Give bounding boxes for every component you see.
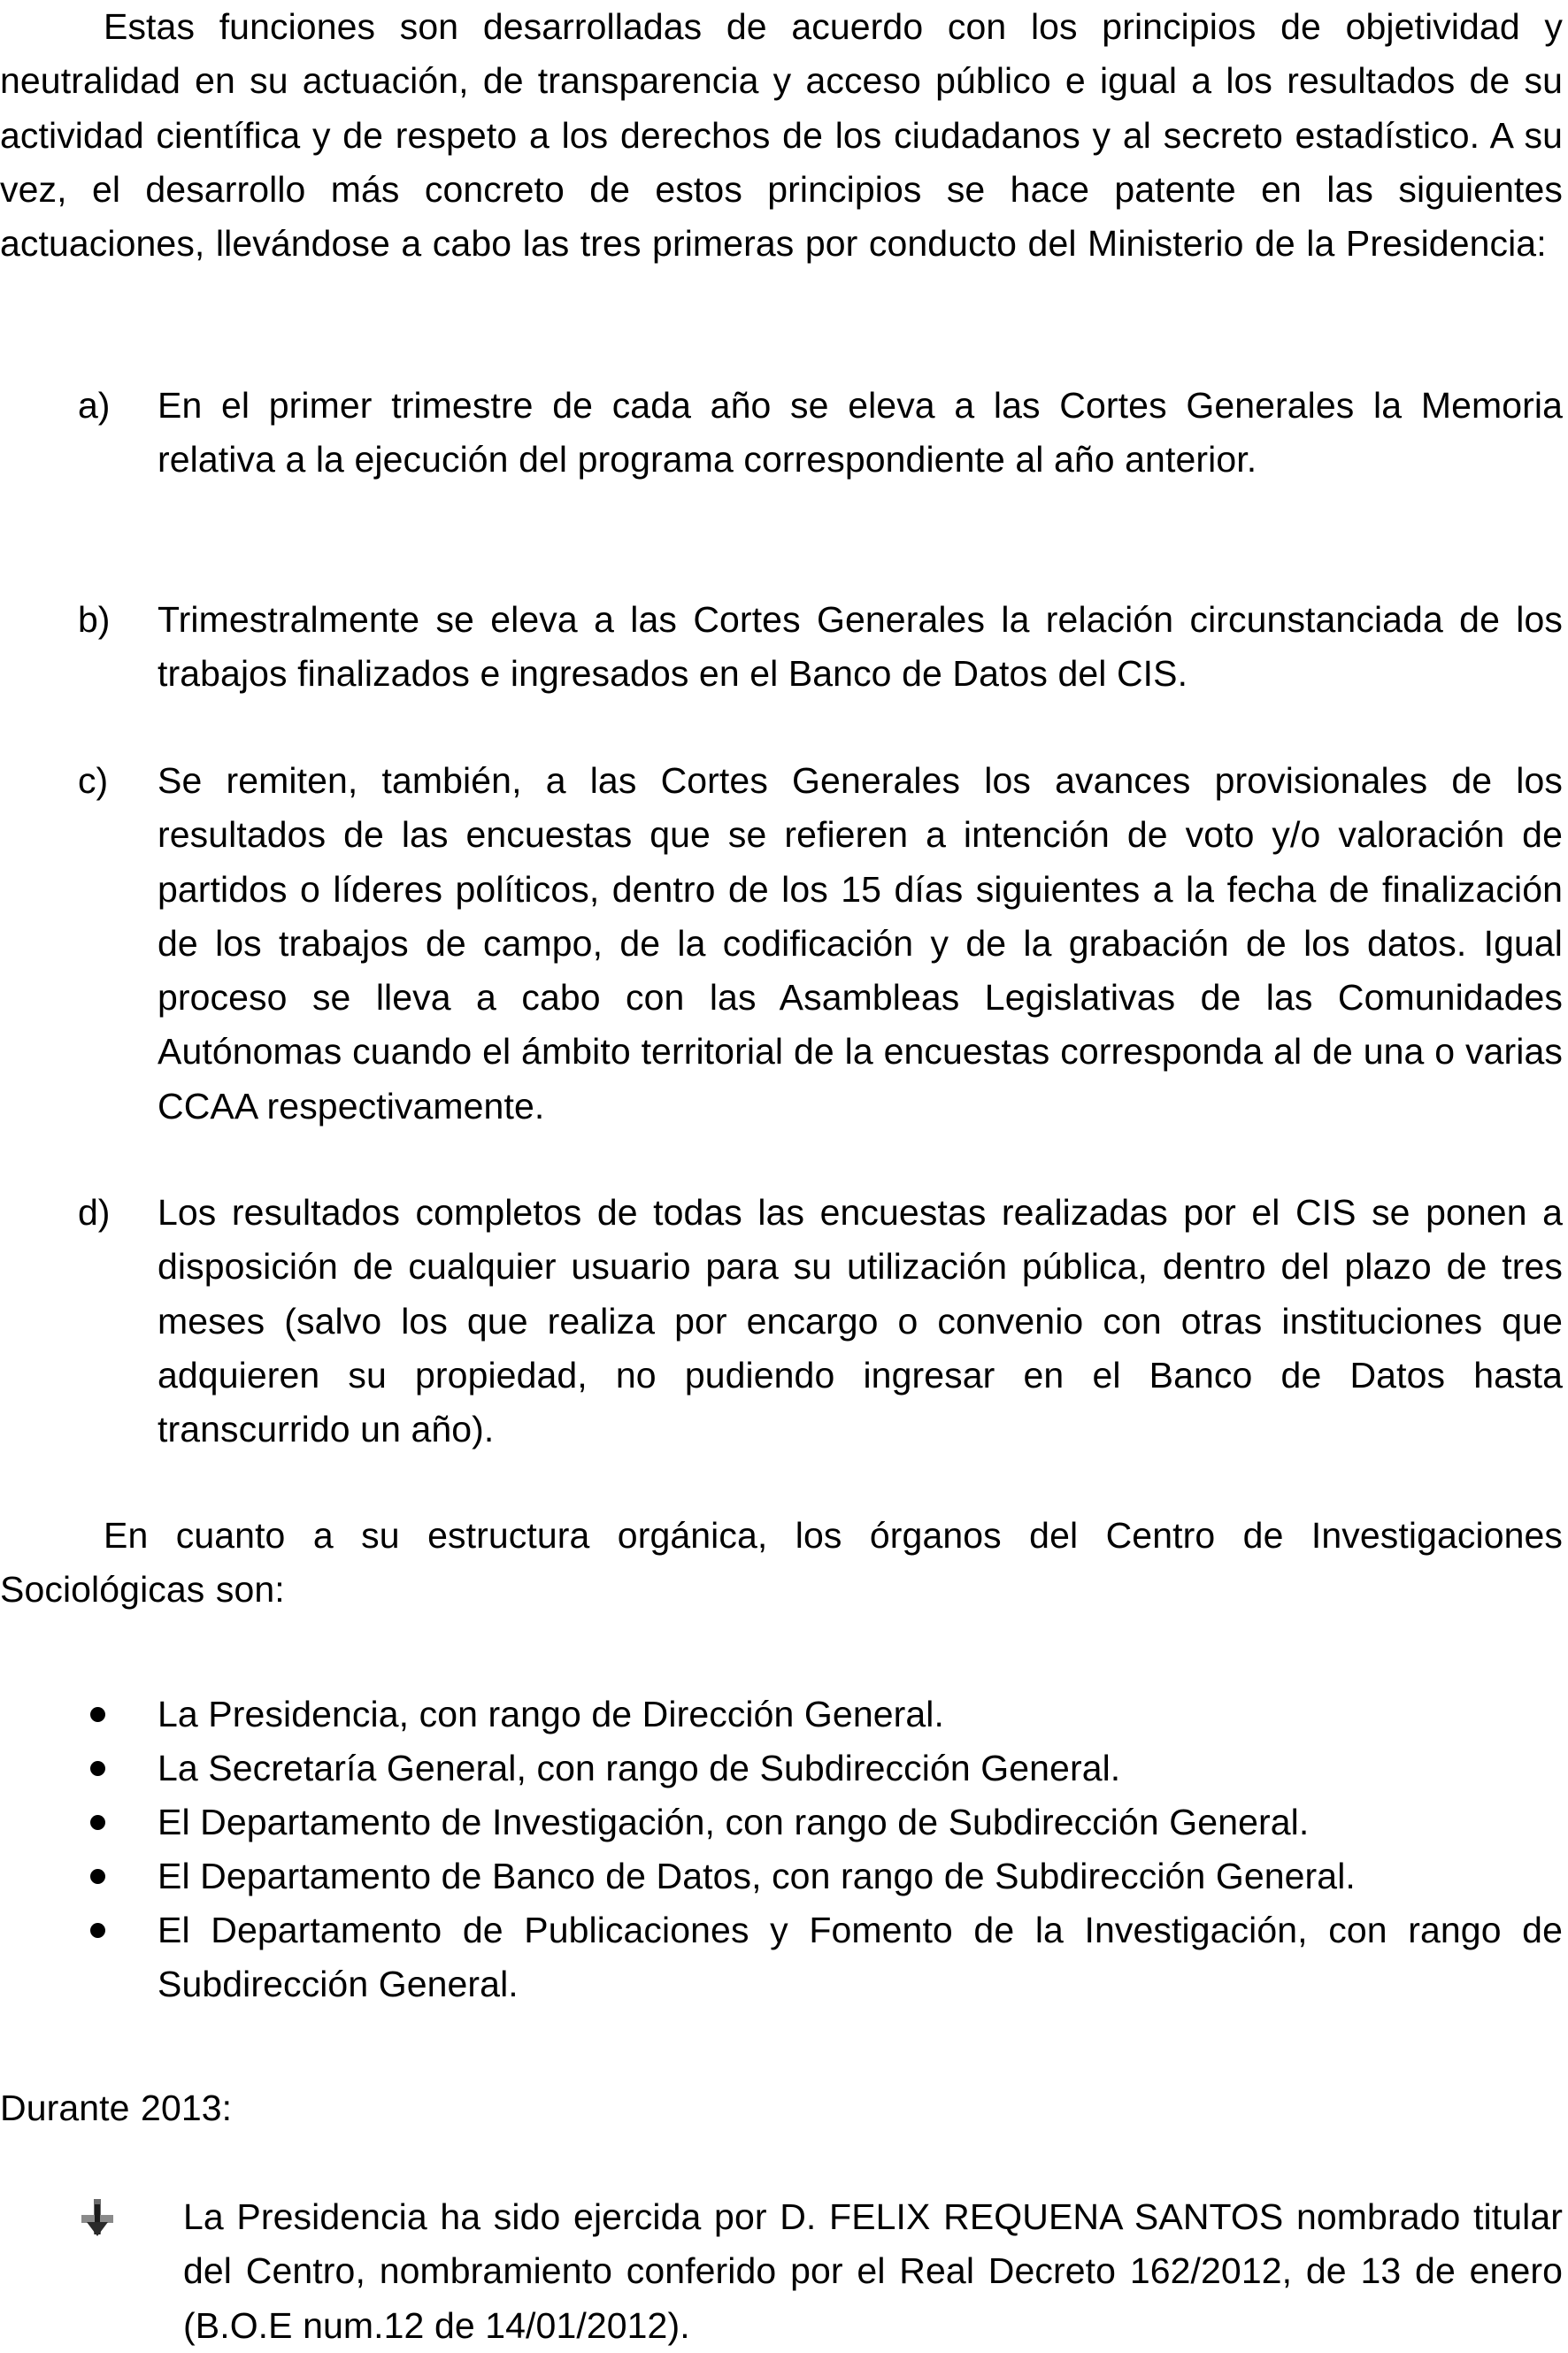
list-item-text: Se remiten, también, a las Cortes Generales los avances provisionales de los resultados de las encuestas que se refieren a intención de voto y/o valoración de partidos o líderes políticos, dentro de los 15 días siguientes a la fecha de finalización de los trabajos de campo, de la codificación y de la grabación de los datos. Igual proceso se lleva a cabo con las Asambleas Legislativas de las Comunidades Autónomas cuando el ámbito territorial de la encuestas corresponda al de una o varias CCAA respectivamente. xyxy=(158,760,1563,1127)
bullet-text: El Departamento de Banco de Datos, con rango de Subdirección General. xyxy=(158,1856,1356,1896)
list-marker: b) xyxy=(78,599,111,640)
bullet-icon xyxy=(90,1869,105,1884)
during-item-text: La Presidencia ha sido ejercida por D. FELIX REQUENA SANTOS nombrado titular del Centro, nombramiento conferido por el Real Decreto 162/2012, de 13 de enero (B.O.E num.12 de 14/01/2012). xyxy=(183,2196,1563,2346)
list-item-text: Trimestralmente se eleva a las Cortes Generales la relación circunstanciada de los trabajos finalizados e ingresados en el Banco de Datos del CIS. xyxy=(158,599,1563,695)
bullet-text: La Secretaría General, con rango de Subdirección General. xyxy=(158,1748,1121,1788)
intro-paragraph: Estas funciones son desarrolladas de acuerdo con los principios de objetividad y neutralidad en su actuación, de transparencia y acceso público e igual a los resultados de su actividad científica y de respeto a los derechos de los ciudadanos y al secreto estadístico. A su vez, el desarrollo más concreto de estos principios se hace patente en las siguientes actuaciones, llevándose a cabo las tres primeras por conducto del Ministerio de la Presidencia: xyxy=(0,6,1563,265)
arrow-down-icon xyxy=(80,2199,115,2238)
list-marker: d) xyxy=(78,1192,111,1233)
list-item-text: Los resultados completos de todas las encuestas realizadas por el CIS se ponen a disposición de cualquier usuario para su utilización pública, dentro del plazo de tres meses (salvo los que realiza por encargo o convenio con otras instituciones que adquieren su propiedad, no pudiendo ingresar en el Banco de Datos hasta transcurrido un año). xyxy=(158,1192,1563,1450)
bullet-icon xyxy=(90,1707,105,1722)
bullet-icon xyxy=(90,1923,105,1938)
bullet-icon xyxy=(90,1761,105,1776)
bullet-icon xyxy=(90,1815,105,1830)
list-marker: a) xyxy=(78,385,111,426)
bullet-text: El Departamento de Publicaciones y Fomento de la Investigación, con rango de Subdirección General. xyxy=(158,1910,1563,2005)
bullet-text: La Presidencia, con rango de Dirección General. xyxy=(158,1694,944,1734)
bullet-text: El Departamento de Investigación, con rango de Subdirección General. xyxy=(158,1802,1310,1842)
during-heading: Durante 2013: xyxy=(0,2088,233,2128)
structure-paragraph: En cuanto a su estructura orgánica, los órganos del Centro de Investigaciones Sociológicas son: xyxy=(0,1515,1563,1611)
list-item-text: En el primer trimestre de cada año se eleva a las Cortes Generales la Memoria relativa a la ejecución del programa correspondiente al año anterior. xyxy=(158,385,1563,481)
list-marker: c) xyxy=(78,760,109,801)
